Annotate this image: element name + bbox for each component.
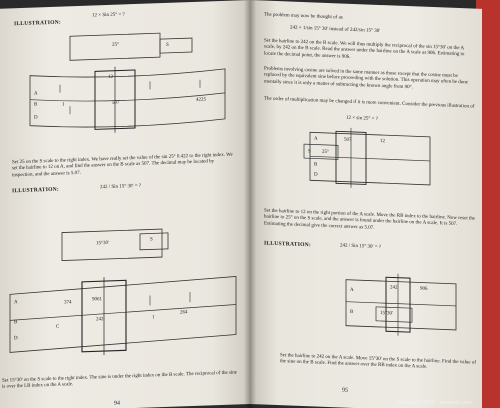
diagram2-label-a: A — [14, 300, 18, 306]
formula-1: 12 × Sin 25° = ? — [92, 12, 125, 19]
diagram1-label-d: D — [34, 115, 38, 121]
diagram4-label-906: 906 — [420, 286, 428, 292]
diagram3-label-b: B — [314, 162, 318, 168]
diagram3-label-s: S — [308, 149, 311, 155]
slide-rule-diagram-4 — [250, 0, 482, 349]
right-paragraph-4: Problems involving cosine are solved in the same manner as those except that the cosine must be replaced by the equivalent sine before proceeding with the solution. This operation may often be done mentally since it is only a matter of subtracting the known angle from 90°. — [264, 66, 469, 91]
right-paragraph-3: Set the hairline to 242 on the B scale. We will thus multiply the reciprocal of the sin 15°30' on the A scale, by 242 on the B scale. Read the answer under the hairline on the A scale as 906. Estimating to locate the decimal point, the answer is 906. — [264, 38, 465, 60]
diagram3-label-12: 12 — [380, 138, 385, 145]
diagram1-label-a: A — [34, 91, 38, 97]
diagram2-label-374: 374 — [64, 300, 72, 306]
formula-5: 242 / Sin 15° 30' = ? — [340, 243, 381, 251]
diagram2-label-b: B — [14, 320, 18, 326]
right-page — [250, 0, 482, 408]
diagram2-label-d: D — [14, 336, 18, 342]
diagram2-label-242: 242 — [96, 317, 104, 323]
left-paragraph-2: Set 15°30' on the S scale to the right index. The sine is under the right index on the B scale. The reciprocal of the sine is over the LB index on the A scale. — [2, 370, 238, 391]
book-gutter-shadow — [244, 0, 256, 408]
right-paragraph-7: Set the hairline to 242 on the A scale. Move 15°30' on the S scale to the hairline. Find the value of the sine on the B scale. Find the answer over the RB index on the A scale. — [280, 353, 477, 371]
diagram4-rule-body — [346, 280, 456, 330]
diagram2-label-s: S — [150, 237, 153, 243]
diagram2-label-1: 1 — [152, 315, 155, 321]
diagram2-label-9061: 9061 — [92, 297, 102, 303]
diagram1-label-b: B — [34, 102, 38, 108]
diagram1-label-12: 12 — [108, 74, 113, 80]
diagram4-label-a: A — [350, 287, 354, 293]
illustration-label-1: ILLUSTRATION: — [14, 19, 61, 28]
diagram1-label-1: 1 — [62, 102, 65, 108]
right-paragraph-6: Set the hairline to 12 on the right portion of the A scale. Move the RB index to the hairline. Now reset the hairline to 25° on the S scale, and the answer is found under the hairline on the A scale. It is 507. Estimating the decimal give the correct answer as 5.07. — [264, 208, 476, 231]
diagram2-slide-end — [140, 233, 168, 250]
diagram3-label-a: A — [314, 136, 318, 142]
diagram2-rule-divider — [10, 304, 236, 323]
formula-2: 242 / Sin 15° 30' = ? — [100, 183, 141, 191]
diagram1-label-507: 507 — [112, 100, 120, 106]
diagram4-label-b: B — [350, 309, 354, 315]
formula-3: 242 × 1/sin 15° 30' instead of 242/sin 15° 30' — [290, 25, 381, 35]
diagram2-rule-body — [10, 276, 236, 352]
right-intro-line: The problem may now be thought of as — [264, 12, 343, 21]
right-paragraph-5: The order of multiplication may be changed if it is more convenient. Consider the previous illustration of — [264, 96, 475, 110]
diagram1-label-25: 25° — [112, 42, 119, 48]
illustration-label-2: ILLUSTRATION: — [12, 186, 59, 195]
diagram2-label-c: C — [56, 324, 60, 330]
diagram3-label-507: 507 — [344, 137, 352, 143]
left-page-number: 94 — [114, 400, 120, 407]
diagram1-label-s: S — [166, 42, 169, 48]
diagram3-label-d: D — [314, 172, 318, 178]
diagram4-label-1530: 15°30' — [380, 310, 393, 317]
formula-4: 12 × sin 25° = ? — [346, 115, 378, 122]
diagram4-label-242: 242 — [390, 285, 398, 291]
diagram2-label-264: 264 — [180, 310, 188, 316]
diagram1-label-4225: 4225 — [196, 97, 206, 103]
diagram2-label-1530: 15°30' — [96, 240, 109, 247]
illustration-label-3: ILLUSTRATION: — [264, 240, 311, 249]
watermark: Copyright 2025 - maxsold.com — [397, 400, 472, 406]
left-paragraph-1: Set 25 on the S scale to the right index. We have really set the value of the sin 25° 0.422 to the right index. We set the hairline to 12 on A, and find the answer on the B scale as 507. The decimal may be located by inspection, and the answer is 5.07. — [12, 152, 233, 179]
right-page-number: 95 — [342, 387, 348, 394]
slide-rule-diagram-2 — [0, 0, 250, 369]
diagram3-label-25: 25° — [322, 149, 329, 156]
